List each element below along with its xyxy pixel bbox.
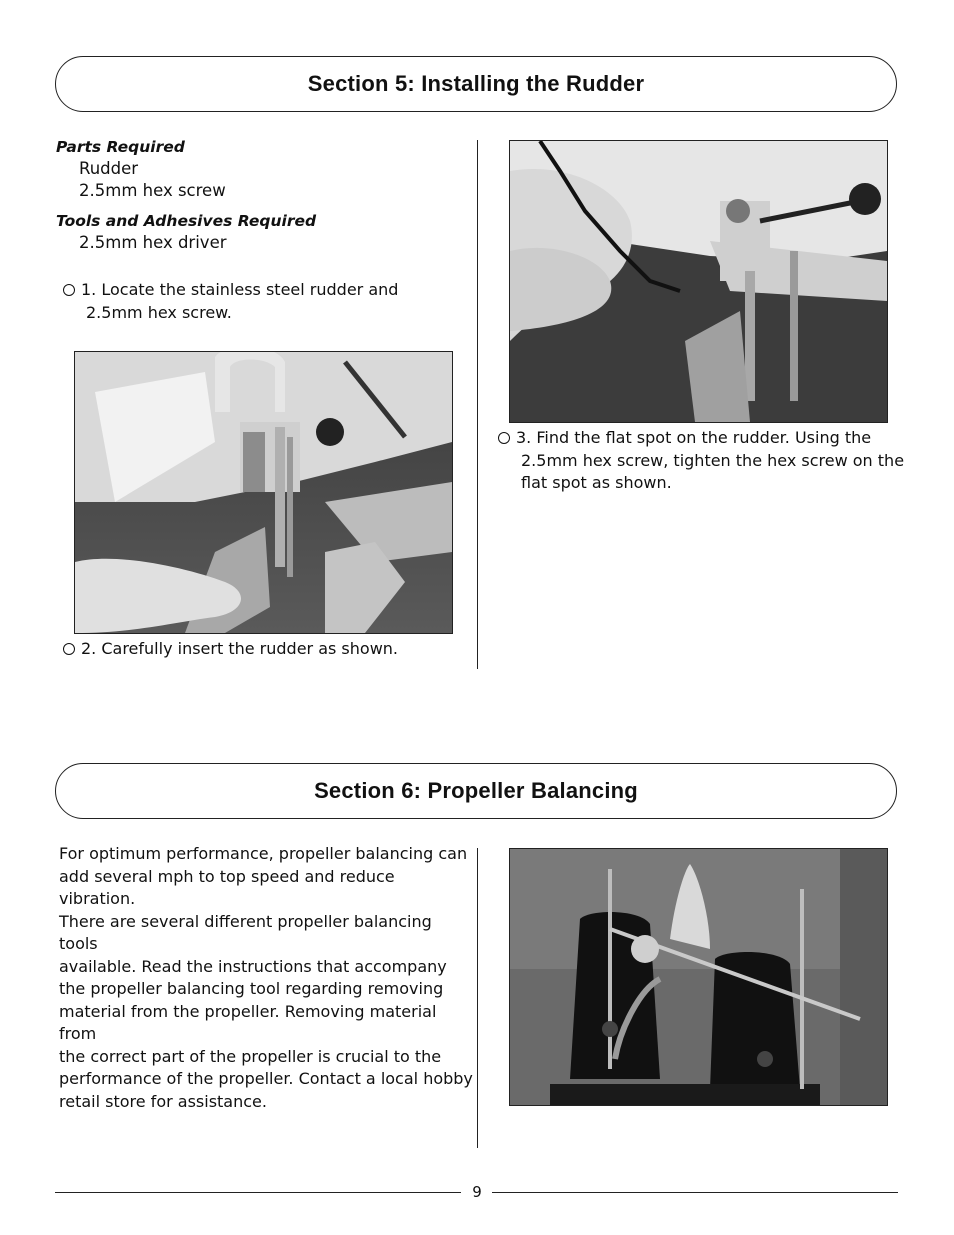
step-2 <box>63 638 463 661</box>
tools-heading: Tools and Adhesives Required <box>56 212 317 230</box>
paragraph-line: retail store for assistance. <box>59 1091 267 1111</box>
section-6-banner <box>55 763 897 819</box>
parts-heading: Parts Required <box>56 138 185 156</box>
rudder-insert-photo <box>74 351 453 634</box>
paragraph-line: There are several different propeller balancing tools <box>59 911 432 953</box>
hex-screw-tighten-photo <box>509 140 888 423</box>
section-6-title: Section 6: Propeller Balancing <box>314 778 638 803</box>
requirements-list <box>56 136 456 254</box>
part-item: Rudder <box>79 159 139 178</box>
paragraph-line: material from the propeller. Removing material from <box>59 1001 437 1043</box>
tool-item: 2.5mm hex driver <box>79 233 227 252</box>
paragraph-line: add several mph to top speed and reduce vibration. <box>59 866 395 908</box>
step-3-line-3: flat spot as shown. <box>521 473 672 492</box>
section-5-title: Section 5: Installing the Rudder <box>307 71 645 96</box>
paragraph-line: For optimum performance, propeller balancing can <box>59 844 468 863</box>
footer-rule-left <box>55 1192 461 1193</box>
step-3-line-1: 3. Find the flat spot on the rudder. Using the <box>516 428 872 447</box>
column-divider <box>477 848 478 1148</box>
page-number: 9 <box>472 1183 482 1201</box>
step-3 <box>498 427 918 495</box>
step-1 <box>63 279 463 324</box>
paragraph-line: the correct part of the propeller is crucial to the <box>59 1046 442 1066</box>
propeller-balancer-photo <box>509 848 888 1106</box>
paragraph-line: the propeller balancing tool regarding removing <box>59 979 444 998</box>
column-divider <box>477 140 478 669</box>
part-item: 2.5mm hex screw <box>79 181 226 200</box>
paragraph-line: performance of the propeller. Contact a local hobby <box>59 1069 473 1088</box>
step-1-line-2: 2.5mm hex screw. <box>86 302 232 322</box>
step-3-line-2: 2.5mm hex screw, tighten the hex screw on the <box>521 450 905 470</box>
section-5-banner <box>55 56 897 112</box>
footer-rule-right <box>492 1192 898 1193</box>
step-2-text: 2. Carefully insert the rudder as shown. <box>81 639 399 658</box>
paragraph-line: available. Read the instructions that accompany <box>59 956 447 976</box>
checkbox-circle-icon[interactable] <box>498 432 510 444</box>
step-1-line-1: 1. Locate the stainless steel rudder and <box>81 280 399 299</box>
checkbox-circle-icon[interactable] <box>63 284 75 296</box>
propeller-balancing-paragraph <box>59 843 474 1113</box>
checkbox-circle-icon[interactable] <box>63 643 75 655</box>
